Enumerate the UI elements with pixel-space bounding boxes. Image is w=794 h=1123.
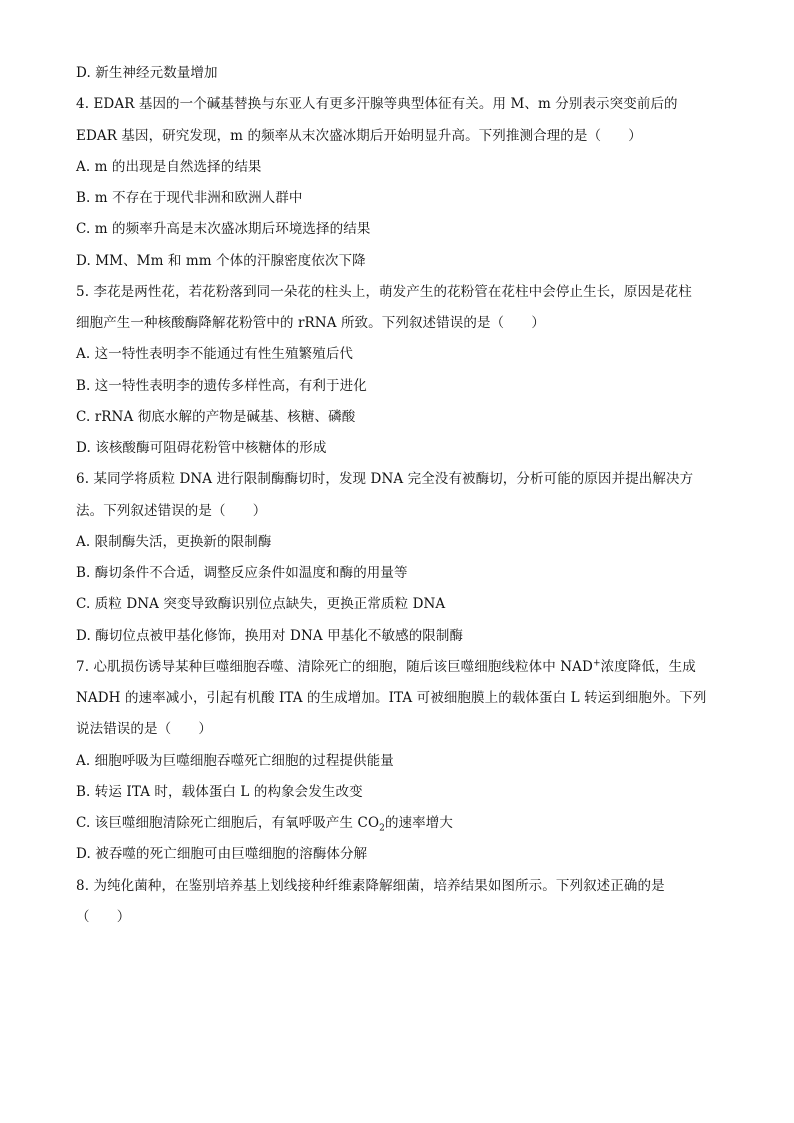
q4-option-c: C. m 的频率升高是末次盛冰期后环境选择的结果 (76, 221, 371, 237)
q5-option-a: A. 这一特性表明李不能通过有性生殖繁殖后代 (76, 346, 354, 362)
q5-stem-line-1: 5. 李花是两性花，若花粉落到同一朵花的柱头上，萌发产生的花粉管在花柱中会停止生长，原因是花柱 (76, 284, 692, 300)
q4-stem-line-2: EDAR 基因，研究发现，m 的频率从末次盛冰期后开始明显升高。下列推测合理的是（ ） (76, 128, 642, 144)
q4-option-a: A. m 的出现是自然选择的结果 (76, 159, 262, 175)
q5-option-d: D. 该核酸酶可阻碍花粉管中核糖体的形成 (76, 440, 327, 456)
q7-stem-line-2: NADH 的速率减小，引起有机酸 ITA 的生成增加。ITA 可被细胞膜上的载体蛋白 L 转运到细胞外。下列 (76, 690, 707, 706)
q3-option-d: D. 新生神经元数量增加 (76, 65, 218, 81)
q7-subscript: 2 (379, 823, 385, 834)
q8-stem-line-1: 8. 为纯化菌种，在鉴别培养基上划线接种纤维素降解细菌，培养结果如图所示。下列叙述正确的是 (76, 878, 665, 894)
q7-option-c-text-b: 的速率增大 (384, 815, 453, 831)
q7-option-b: B. 转运 ITA 时，载体蛋白 L 的构象会发生改变 (76, 784, 363, 800)
q6-stem-line-2: 法。下列叙述错误的是（ ） (76, 503, 267, 519)
q8-stem-line-2: （ ） (76, 909, 131, 925)
q7-stem-line-3: 说法错误的是（ ） (76, 721, 212, 737)
q6-option-c: C. 质粒 DNA 突变导致酶识别位点缺失，更换正常质粒 DNA (76, 596, 446, 612)
q4-stem-line-1: 4. EDAR 基因的一个碱基替换与东亚人有更多汗腺等典型体征有关。用 M、m 分别表示突变前后的 (76, 96, 678, 112)
q6-stem-line-1: 6. 某同学将质粒 DNA 进行限制酶酶切时，发现 DNA 完全没有被酶切，分析可能的原因并提出解决方 (76, 471, 694, 487)
q7-option-d: D. 被吞噬的死亡细胞可由巨噬细胞的溶酶体分解 (76, 846, 368, 862)
q5-option-c: C. rRNA 彻底水解的产物是碱基、核糖、磷酸 (76, 409, 356, 425)
q6-option-d: D. 酶切位点被甲基化修饰，换用对 DNA 甲基化不敏感的限制酶 (76, 628, 464, 644)
q4-option-d: D. MM、Mm 和 mm 个体的汗腺密度依次下降 (76, 253, 366, 269)
q6-option-a: A. 限制酶失活，更换新的限制酶 (76, 534, 272, 550)
q7-option-c (76, 814, 453, 832)
q5-option-b: B. 这一特性表明李的遗传多样性高，有利于进化 (76, 378, 367, 394)
q6-option-b: B. 酶切条件不合适，调整反应条件如温度和酶的用量等 (76, 565, 408, 581)
q7-stem-line-1 (76, 658, 696, 676)
q7-stem-text-a: 7. 心肌损伤诱导某种巨噬细胞吞噬、清除死亡的细胞，随后该巨噬细胞线粒体中 NAD (76, 659, 593, 675)
q7-stem-text-b: 浓度降低，生成 (600, 659, 696, 675)
q5-stem-line-2: 细胞产生一种核酸酶降解花粉管中的 rRNA 所致。下列叙述错误的是（ ） (76, 315, 545, 331)
q7-superscript: + (592, 658, 601, 669)
q7-option-a: A. 细胞呼吸为巨噬细胞吞噬死亡细胞的过程提供能量 (76, 753, 394, 769)
q7-option-c-text-a: C. 该巨噬细胞清除死亡细胞后，有氧呼吸产生 CO (76, 815, 380, 831)
q4-option-b: B. m 不存在于现代非洲和欧洲人群中 (76, 190, 303, 206)
